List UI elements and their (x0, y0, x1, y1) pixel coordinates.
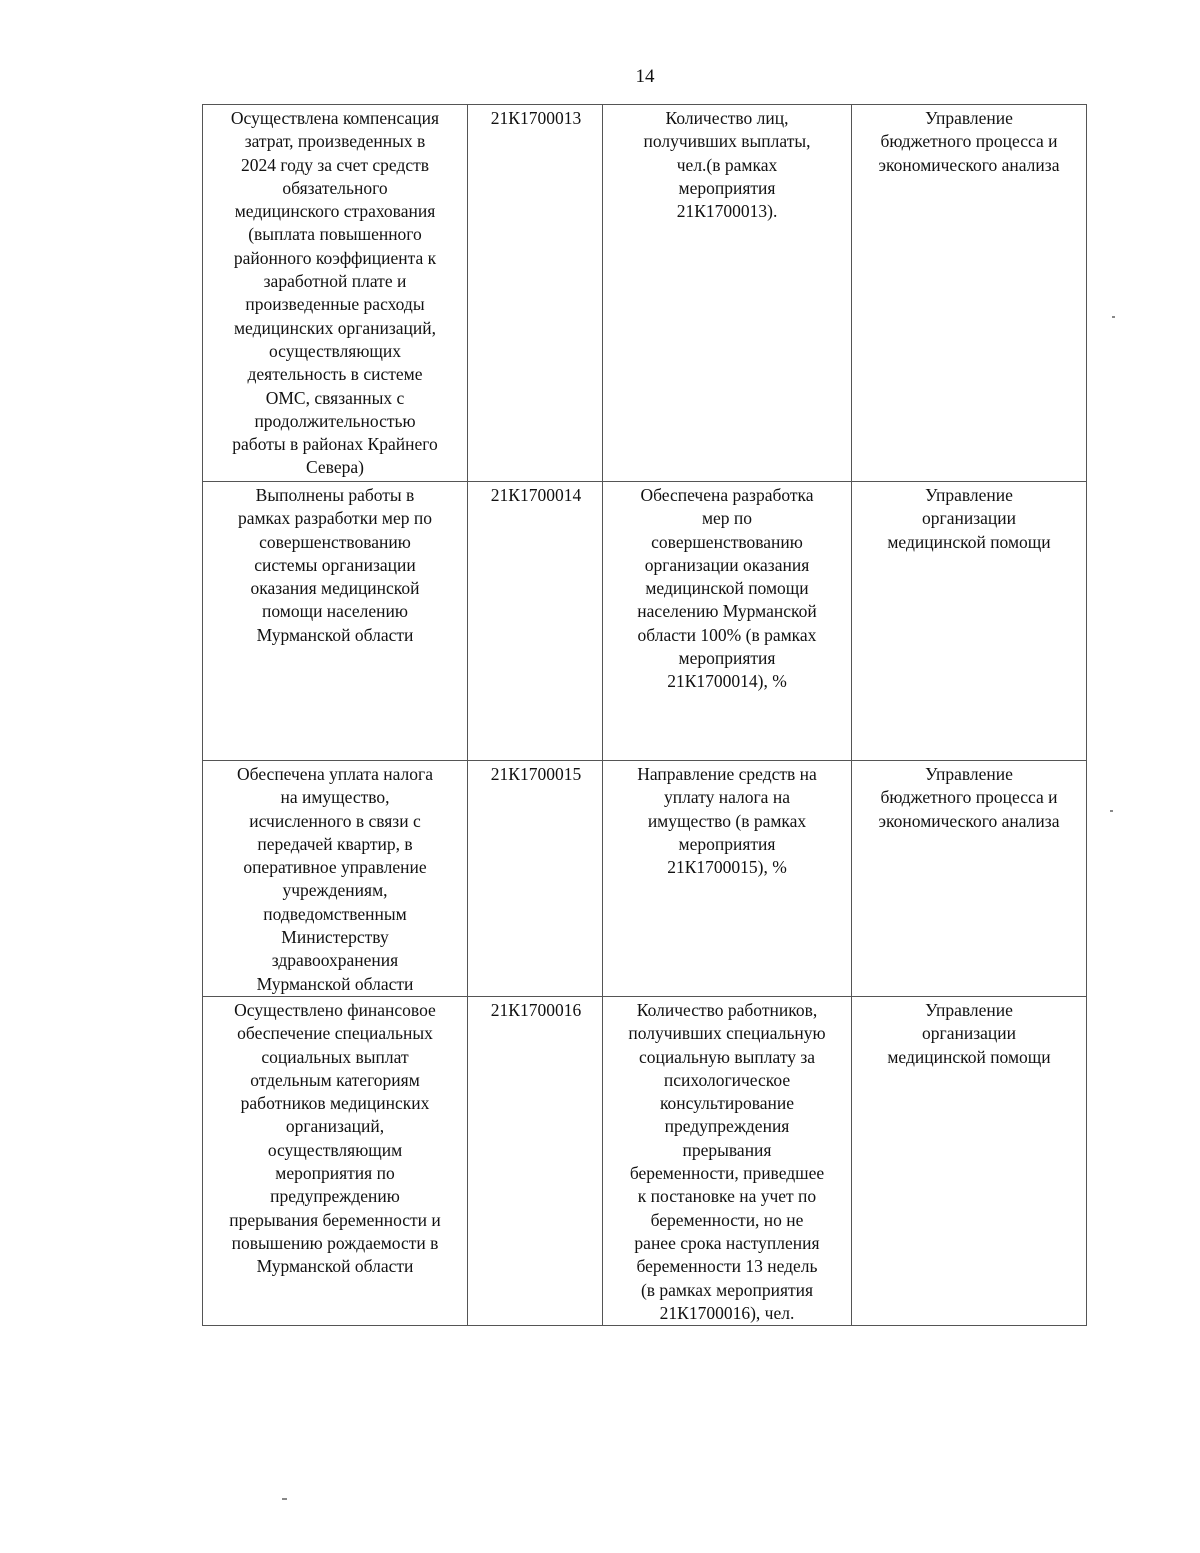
indicator-cell: Направление средств на уплату налога на имущество (в рамках мероприятия 21К1700015), % (603, 761, 852, 997)
scan-speck (1112, 316, 1115, 318)
responsible-cell: Управление бюджетного процесса и экономического анализа (852, 761, 1087, 997)
result-cell: Выполнены работы в рамках разработки мер по совершенствованию системы организации оказания медицинской помощи населению Мурманской области (203, 482, 468, 761)
code-cell: 21К1700014 (468, 482, 603, 761)
indicator-cell: Обеспечена разработка мер по совершенствованию организации оказания медицинской помощи населению Мурманской области 100% (в рамках мероприятия 21К1700014), % (603, 482, 852, 761)
responsible-cell: Управление организации медицинской помощи (852, 996, 1087, 1325)
code-cell: 21К1700015 (468, 761, 603, 997)
responsible-cell: Управление организации медицинской помощи (852, 482, 1087, 761)
indicator-cell: Количество лиц, получивших выплаты, чел.(в рамках мероприятия 21К1700013). (603, 105, 852, 482)
result-cell: Осуществлена компенсация затрат, произведенных в 2024 году за счет средств обязательного медицинского страхования (выплата повышенного районного коэффициента к заработной плате и произведенные расходы медицинских организаций, осуществляющих деятельность в системе ОМС, связанных с продолжительностью работы в районах Крайнего Севера) (203, 105, 468, 482)
indicator-cell: Количество работников, получивших специальную социальную выплату за психологическое консультирование предупреждения прерывания беременности, приведшее к постановке на учет по беременности, но не ранее срока наступления беременности 13 недель (в рамках мероприятия 21К1700016), чел. (603, 996, 852, 1325)
table-row (203, 105, 1087, 482)
code-cell: 21К1700013 (468, 105, 603, 482)
result-cell: Обеспечена уплата налога на имущество, исчисленного в связи с передачей квартир, в оперативное управление учреждениям, подведомственным Министерству здравоохранения Мурманской области (203, 761, 468, 997)
table-row (203, 482, 1087, 761)
measures-table (202, 104, 1087, 1326)
scan-speck (282, 1498, 287, 1500)
responsible-cell: Управление бюджетного процесса и экономического анализа (852, 105, 1087, 482)
code-cell: 21К1700016 (468, 996, 603, 1325)
table-row (203, 996, 1087, 1325)
result-cell: Осуществлено финансовое обеспечение специальных социальных выплат отдельным категориям работников медицинских организаций, осуществляющим мероприятия по предупреждению прерывания беременности и повышению рождаемости в Мурманской области (203, 996, 468, 1325)
page-number: 14 (635, 66, 655, 87)
table-row (203, 761, 1087, 997)
scan-speck (1110, 810, 1113, 812)
